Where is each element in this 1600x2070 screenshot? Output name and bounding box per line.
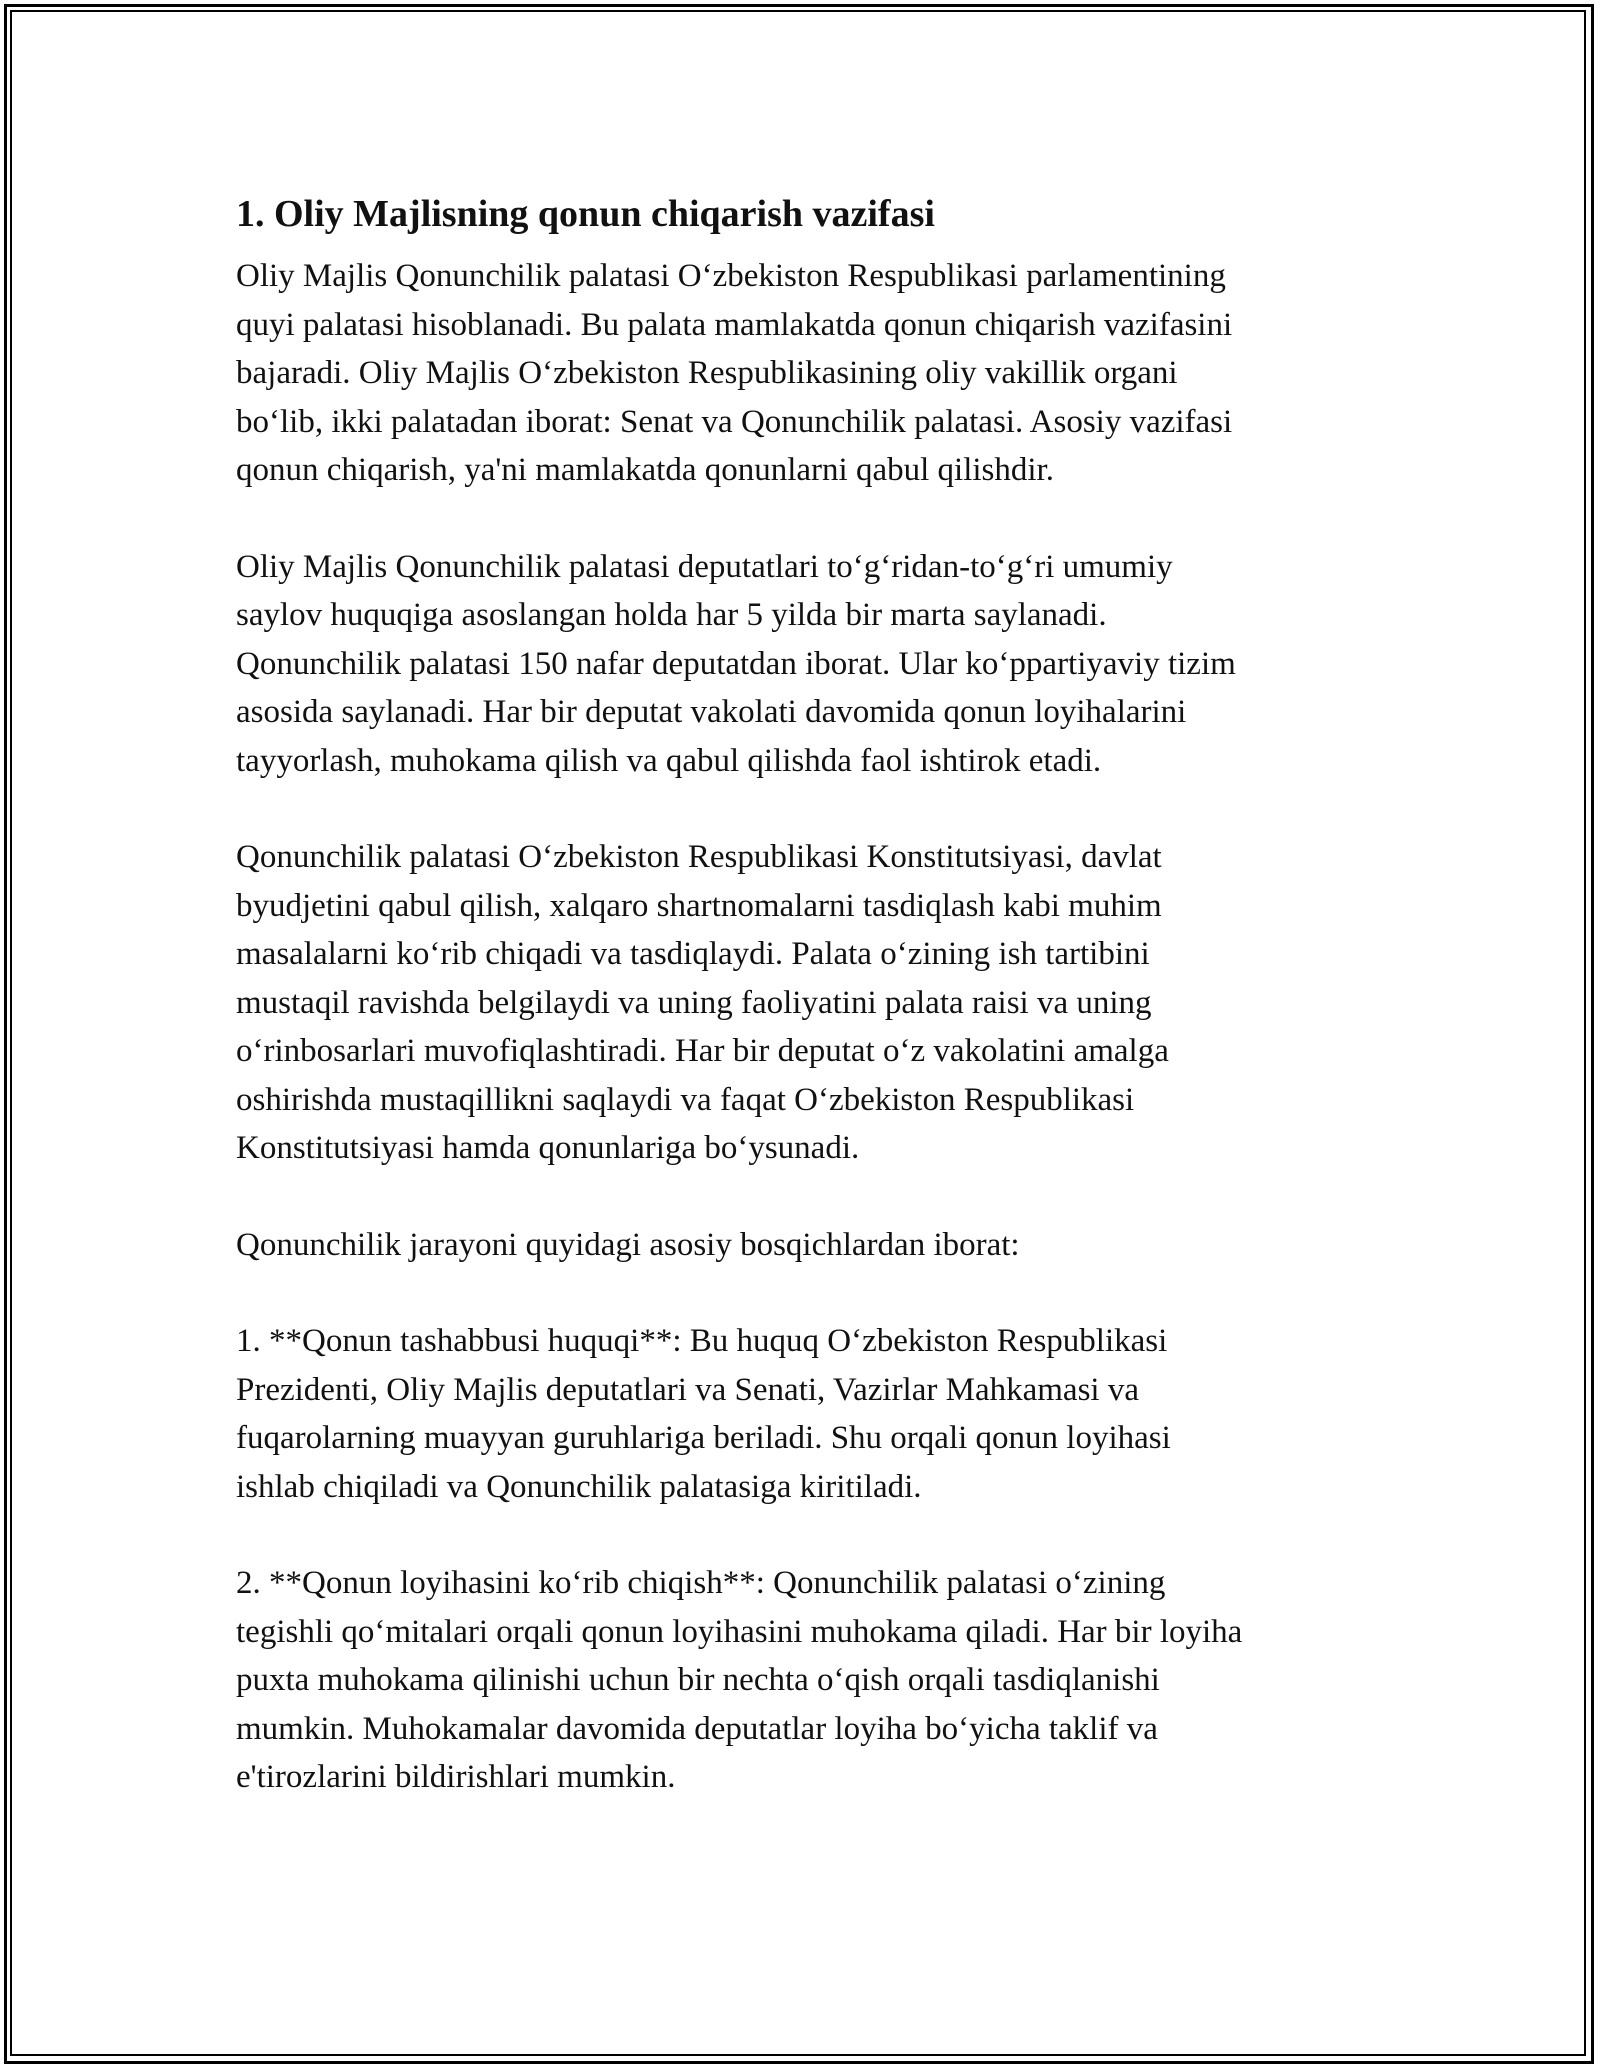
text-line: saylov huquqiga asoslangan holda har 5 yilda bir marta saylanadi.: [236, 597, 1107, 633]
text-line: bajaradi. Oliy Majlis O‘zbekiston Respublikasining oliy vakillik organi: [236, 355, 1178, 391]
text-line: 2. **Qonun loyihasini ko‘rib chiqish**: Qonunchilik palatasi o‘zining: [236, 1565, 1166, 1601]
paragraph-powers: [236, 833, 1366, 1173]
text-line: 1. **Qonun tashabbusi huquqi**: Bu huquq O‘zbekiston Respublikasi: [236, 1323, 1168, 1359]
text-line: Konstitutsiyasi hamda qonunlariga bo‘ysunadi.: [236, 1130, 860, 1166]
text-line: mustaqil ravishda belgilaydi va uning faoliyatini palata raisi va uning: [236, 984, 1152, 1021]
text-line: Qonunchilik palatasi O‘zbekiston Respublikasi Konstitutsiyasi, davlat: [236, 839, 1162, 875]
text-line: puxta muhokama qilinishi uchun bir nechta o‘qish orqali tasdiqlanishi: [236, 1662, 1160, 1698]
text-line: Qonunchilik palatasi 150 nafar deputatdan iborat. Ular ko‘ppartiyaviy tizim: [236, 645, 1236, 682]
text-line: e'tirozlarini bildirishlari mumkin.: [236, 1759, 676, 1795]
text-line: byudjetini qabul qilish, xalqaro shartnomalarni tasdiqlash kabi muhim: [236, 887, 1162, 924]
paragraph-step-2: [236, 1559, 1366, 1802]
text-line: o‘rinbosarlari muvofiqlashtiradi. Har bir deputat o‘z vakolatini amalga: [236, 1033, 1169, 1069]
section-heading: 1. Oliy Majlisning qonun chiqarish vazifasi: [236, 193, 935, 235]
text-line: Prezidenti, Oliy Majlis deputatlari va Senati, Vazirlar Mahkamasi va: [236, 1371, 1139, 1408]
text-line: Qonunchilik jarayoni quyidagi asosiy bosqichlardan iborat:: [236, 1226, 1020, 1263]
text-line: quyi palatasi hisoblanadi. Bu palata mamlakatda qonun chiqarish vazifasini: [236, 306, 1233, 343]
text-line: ishlab chiqiladi va Qonunchilik palatasiga kiritiladi.: [236, 1468, 922, 1505]
text-line: Oliy Majlis Qonunchilik palatasi O‘zbekiston Respublikasi parlamentining: [236, 258, 1226, 294]
document-body: [236, 186, 1366, 1850]
text-line: asosida saylanadi. Har bir deputat vakolati davomida qonun loyihalarini: [236, 694, 1187, 730]
text-line: tayyorlash, muhokama qilish va qabul qilishda faol ishtirok etadi.: [236, 742, 1102, 779]
paragraph-deputies: [236, 543, 1366, 786]
text-line: tegishli qo‘mitalari orqali qonun loyihasini muhokama qiladi. Har bir loyiha: [236, 1613, 1243, 1650]
text-line: oshirishda mustaqillikni saqlaydi va faqat O‘zbekiston Respublikasi: [236, 1081, 1135, 1118]
text-line: mumkin. Muhokamalar davomida deputatlar loyiha bo‘yicha taklif va: [236, 1710, 1158, 1747]
paragraph-step-1: [236, 1317, 1366, 1511]
paragraph-intro: [236, 252, 1366, 495]
text-line: fuqarolarning muayyan guruhlariga beriladi. Shu orqali qonun loyihasi: [236, 1420, 1171, 1456]
text-line: masalalarni ko‘rib chiqadi va tasdiqlaydi. Palata o‘zining ish tartibini: [236, 936, 1150, 972]
text-line: bo‘lib, ikki palatadan iborat: Senat va Qonunchilik palatasi. Asosiy vazifasi: [236, 403, 1233, 440]
text-line: qonun chiqarish, ya'ni mamlakatda qonunlarni qabul qilishdir.: [236, 452, 1054, 488]
paragraph-process-intro: [236, 1221, 1366, 1270]
text-line: Oliy Majlis Qonunchilik palatasi deputatlari to‘g‘ridan-to‘g‘ri umumiy: [236, 548, 1173, 585]
